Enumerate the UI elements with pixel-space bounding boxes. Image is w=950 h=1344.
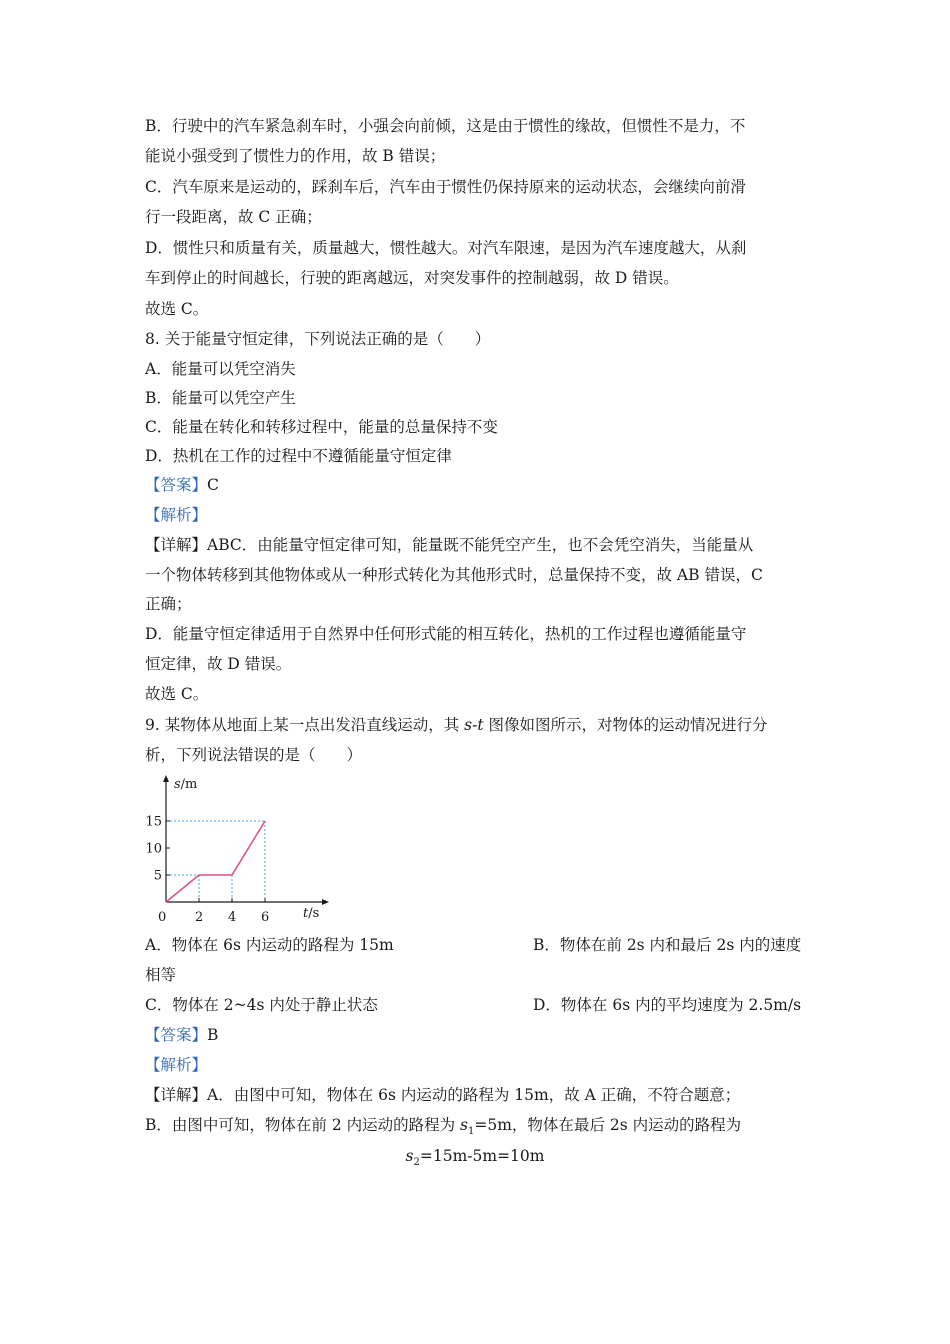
q8-option-a: A．能量可以凭空消失 [145,360,296,378]
origin-label: 0 [158,910,167,925]
q8-detail-line5: 恒定律，故 D 错误。 [145,655,292,673]
x-tick-label: 4 [228,910,237,925]
stem-variable: s-t [464,716,484,734]
q8-option-d: D．热机在工作的过程中不遵循能量守恒定律 [145,447,452,465]
detail-text: B．由图中可知，物体在前 2 内运动的路程为 [145,1116,461,1134]
q7-option-d-line1: D．惯性只和质量有关，质量越大，惯性越大。对汽车限速，是因为汽车速度越大，从刹 [145,239,747,257]
q7-option-c-line2: 行一段距离，故 C 正确； [145,208,322,226]
q8-option-c: C．能量在转化和转移过程中，能量的总量保持不变 [145,418,498,436]
stem-text: 图像如图所示，对物体的运动情况进行分 [483,716,768,734]
q9-option-c: C．物体在 2~4s 内处于静止状态 [145,996,378,1014]
q9-stem-line1 [145,715,768,735]
q9-option-d: D．物体在 6s 内的平均速度为 2.5m/s [533,996,802,1014]
answer-tag: 【答案】 [145,1026,208,1044]
q7-conclusion: 故选 C。 [145,300,209,318]
q8-option-b: B．能量可以凭空产生 [145,389,296,407]
y-tick-label: 10 [145,841,162,857]
q7-option-b-line1: B．行驶中的汽车紧急刹车时，小强会向前倾，这是由于惯性的缘故，但惯性不是力，不 [145,117,746,135]
q8-analysis-tag: 【解析】 [145,506,208,524]
q7-option-c-line1: C．汽车原来是运动的，踩刹车后，汽车由于惯性仍保持原来的运动状态，会继续向前滑 [145,178,746,196]
x-tick-label: 6 [261,910,270,925]
subscript: 2 [413,1157,420,1169]
subscript: 1 [468,1126,475,1138]
detail-text: ABC．由能量守恒定律可知，能量既不能凭空产生，也不会凭空消失，当能量从 [207,536,754,554]
st-graph [140,770,340,928]
q8-conclusion: 故选 C。 [145,685,209,703]
detail-tag: 【详解】 [145,536,208,554]
q9-analysis-tag: 【解析】 [145,1056,208,1074]
detail-tag: 【详解】 [145,1086,208,1104]
y-tick-label: 15 [145,814,162,830]
q9-option-b-wrap: 相等 [145,966,177,984]
equation-text: =15m-5m=10m [419,1147,545,1165]
q9-equation [0,1146,950,1173]
axis-ticks [145,815,269,926]
detail-text: A．由图中可知，物体在 6s 内运动的路程为 15m，故 A 正确，不符合题意； [207,1086,741,1104]
q9-stem-line2: 析，下列说法错误的是（ ） [145,746,363,764]
answer-value: C [207,476,219,494]
y-axis-label: s/m [174,777,198,792]
st-series-line [166,821,265,902]
variable: s [460,1116,469,1134]
q9-option-b: B．物体在前 2s 内和最后 2s 内的速度 [533,936,802,954]
q9-detail-line2 [145,1115,741,1142]
q9-answer [145,1025,218,1045]
answer-tag: 【答案】 [145,476,208,494]
answer-value: B [207,1026,219,1044]
detail-text: =5m，物体在最后 2s 内运动的路程为 [474,1116,742,1134]
q8-answer [145,475,219,495]
q9-detail-line1 [145,1085,740,1105]
q7-option-b-line2: 能说小强受到了惯性力的作用，故 B 错误； [145,147,446,165]
q8-detail-line2: 一个物体转移到其他物体或从一种形式转化为其他形式时，总量保持不变，故 AB 错误，C [145,566,763,584]
q7-option-d-line2: 车到停止的时间越长，行驶的距离越远，对突发事件的控制越弱，故 D 错误。 [145,269,679,287]
q8-detail-line4: D．能量守恒定律适用于自然界中任何形式能的相互转化，热机的工作过程也遵循能量守 [145,625,747,643]
x-tick-label: 2 [195,910,204,925]
stem-text: 9. 某物体从地面上某一点出发沿直线运动，其 [145,716,465,734]
q8-detail-line1 [145,535,753,555]
x-axis-label: t/s [303,906,320,921]
variable: s [405,1147,414,1165]
y-tick-label: 5 [153,868,162,884]
q8-detail-line3: 正确； [145,595,192,613]
q9-option-a: A．物体在 6s 内运动的路程为 15m [145,936,394,954]
q8-stem: 8. 关于能量守恒定律，下列说法正确的是（ ） [145,330,491,348]
